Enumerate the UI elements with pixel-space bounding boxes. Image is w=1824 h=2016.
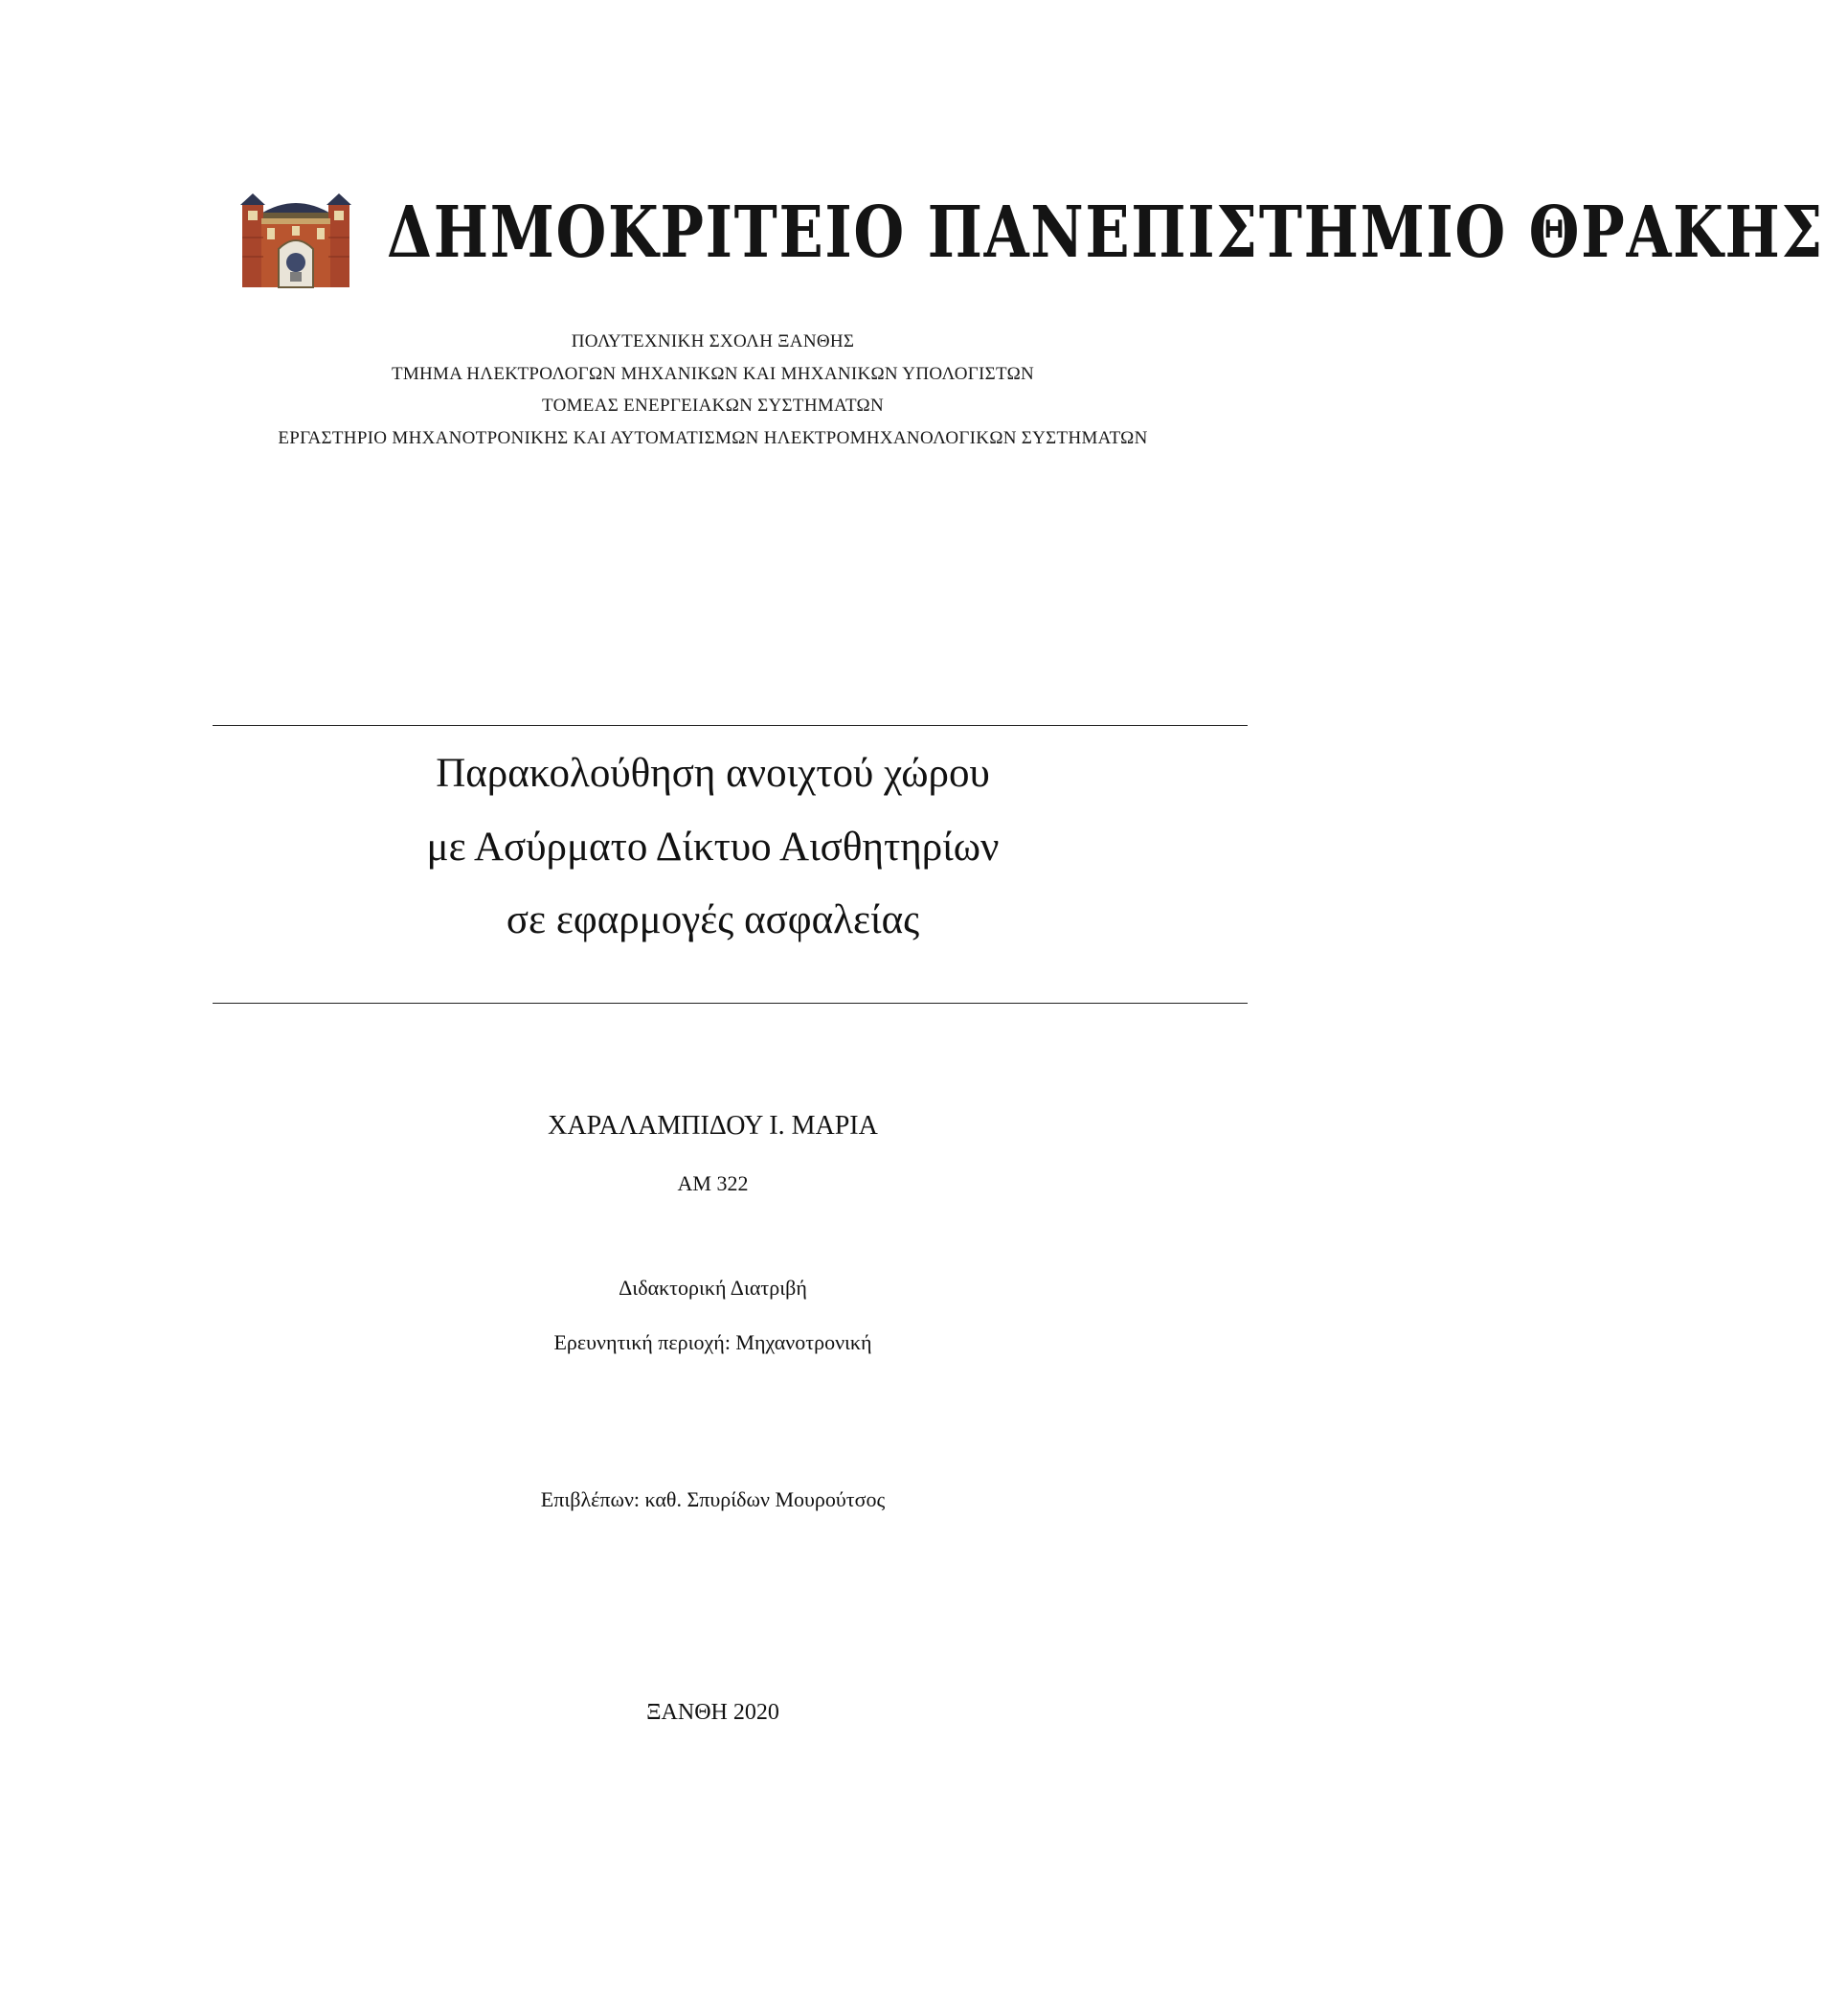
author-name: ΧΑΡΑΛΑΜΠΙΔΟΥ Ι. ΜΑΡΙΑ bbox=[548, 1111, 878, 1141]
author-registration-number: ΑΜ 322 bbox=[677, 1171, 749, 1195]
thesis-title-line-3: σε εφαρμογές ασφαλείας bbox=[506, 897, 920, 942]
title-bottom-divider bbox=[213, 1003, 1248, 1004]
title-top-divider bbox=[213, 725, 1248, 726]
department-name: ΤΜΗΜΑ ΗΛΕΚΤΡΟΛΟΓΩΝ ΜΗΧΑΝΙΚΩΝ ΚΑΙ ΜΗΧΑΝΙΚΩΝ ΥΠΟΛΟΓΙΣΤΩΝ bbox=[391, 364, 1035, 384]
supervisor: Επιβλέπων: καθ. Σπυρίδων Μουρούτσος bbox=[540, 1487, 886, 1511]
thesis-title-line-2: με Ασύρματο Δίκτυο Αισθητηρίων bbox=[426, 825, 1000, 870]
university-wordmark: ΔΗΜΟΚΡΙΤΕΙΟ ΠΑΝΕΠΙΣΤΗΜΙΟ ΘΡΑΚΗΣ bbox=[387, 192, 1824, 274]
research-area: Ερευνητική περιοχή: Μηχανοτρονική bbox=[553, 1330, 872, 1354]
thesis-type: Διδακτορική Διατριβή bbox=[619, 1276, 807, 1300]
university-building-emblem-icon bbox=[238, 190, 353, 289]
thesis-title-line-1: Παρακολούθηση ανοιχτού χώρου bbox=[436, 751, 990, 796]
place-and-year: ΞΑΝΘΗ 2020 bbox=[646, 1700, 779, 1725]
laboratory-name: ΕΡΓΑΣΤΗΡΙΟ ΜΗΧΑΝΟΤΡΟΝΙΚΗΣ ΚΑΙ ΑΥΤΟΜΑΤΙΣΜΩΝ ΗΛΕΚΤΡΟΜΗΧΑΝΟΛΟΓΙΚΩΝ ΣΥΣΤΗΜΑΤΩΝ bbox=[278, 428, 1148, 448]
school-name: ΠΟΛΥΤΕΧΝΙΚΗ ΣΧΟΛΗ ΞΑΝΘΗΣ bbox=[571, 331, 855, 351]
division-name: ΤΟΜΕΑΣ ΕΝΕΡΓΕΙΑΚΩΝ ΣΥΣΤΗΜΑΤΩΝ bbox=[542, 396, 884, 416]
university-logo bbox=[238, 190, 1824, 295]
